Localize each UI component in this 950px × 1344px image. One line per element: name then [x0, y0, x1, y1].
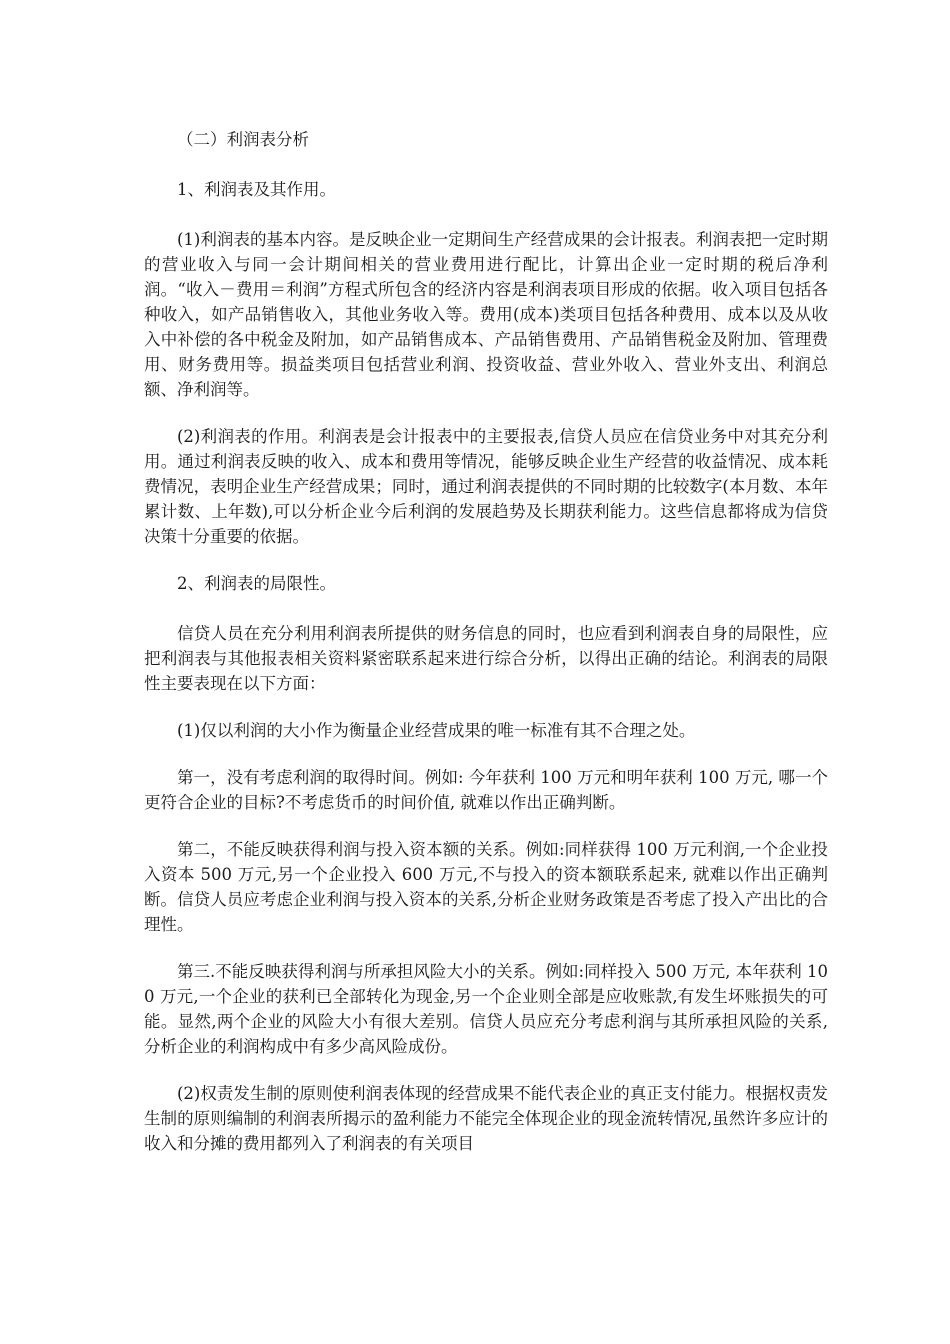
- paragraph: 第一，没有考虑利润的取得时间。例如: 今年获利 100 万元和明年获利 100 万元, 哪一个更符合企业的目标?不考虑货币的时间价值, 就难以作出正确判断。: [144, 768, 828, 812]
- paragraph: 信贷人员在充分利用利润表所提供的财务信息的同时，也应看到利润表自身的局限性，应把利润表与其他报表相关资料紧密联系起来进行综合分析，以得出正确的结论。利润表的局限性主要表现在以下方面：: [144, 624, 828, 693]
- section-heading: （二）利润表分析: [177, 130, 309, 149]
- subsection-heading: 1、利润表及其作用。: [177, 180, 336, 199]
- paragraph: (2)权责发生制的原则使利润表体现的经营成果不能代表企业的真正支付能力。根据权责发生制的原则编制的利润表所揭示的盈利能力不能完全体现企业的现金流转情况,虽然许多应计的收入和分摊的费用都列入了利润表的有关项目: [144, 1084, 828, 1153]
- paragraph: (1)利润表的基本内容。是反映企业一定期间生产经营成果的会计报表。利润表把一定时期的营业收入与同一会计期间相关的营业费用进行配比，计算出企业一定时期的税后净利润。“收入－费用＝利润”方程式所包含的经济内容是利润表项目形成的依据。收入项目包括各种收入，如产品销售收入，其他业务收入等。费用(成本)类项目包括各种费用、成本以及从收入中补偿的各中税金及附加，如产品销售成本、产品销售费用、产品销售税金及附加、管理费用、财务费用等。损益类项目包括营业利润、投资收益、营业外收入、营业外支出、利润总额、净利润等。: [144, 230, 828, 399]
- paragraph: 第三.不能反映获得利润与所承担风险大小的关系。例如:同样投入 500 万元, 本年获利 100 万元,一个企业的获利已全部转化为现金,另一个企业则全部是应收账款,有发生坏账损失的可能。显然,两个企业的风险大小有很大差别。信贷人员应充分考虑利润与其所承担风险的关系,分析企业的利润构成中有多少高风险成份。: [144, 962, 828, 1056]
- paragraph: 第二，不能反映获得利润与投入资本额的关系。例如:同样获得 100 万元利润,一个企业投入资本 500 万元,另一个企业投入 600 万元,不与投入的资本额联系起来, 就难以作出正确判断。信贷人员应考虑企业利润与投入资本的关系,分析企业财务政策是否考虑了投入产出比的合理性。: [144, 840, 828, 934]
- paragraph: (1)仅以利润的大小作为衡量企业经营成果的唯一标准有其不合理之处。: [177, 721, 696, 740]
- document-body: [144, 127, 828, 1178]
- subsection-heading: 2、利润表的局限性。: [177, 574, 336, 593]
- paragraph: (2)利润表的作用。利润表是会计报表中的主要报表,信贷人员应在信贷业务中对其充分利用。通过利润表反映的收入、成本和费用等情况，能够反映企业生产经营的收益情况、成本耗费情况，表明企业生产经营成果；同时，通过利润表提供的不同时期的比较数字(本月数、本年累计数、上年数),可以分析企业今后利润的发展趋势及长期获利能力。这些信息都将成为信贷决策十分重要的依据。: [144, 427, 828, 546]
